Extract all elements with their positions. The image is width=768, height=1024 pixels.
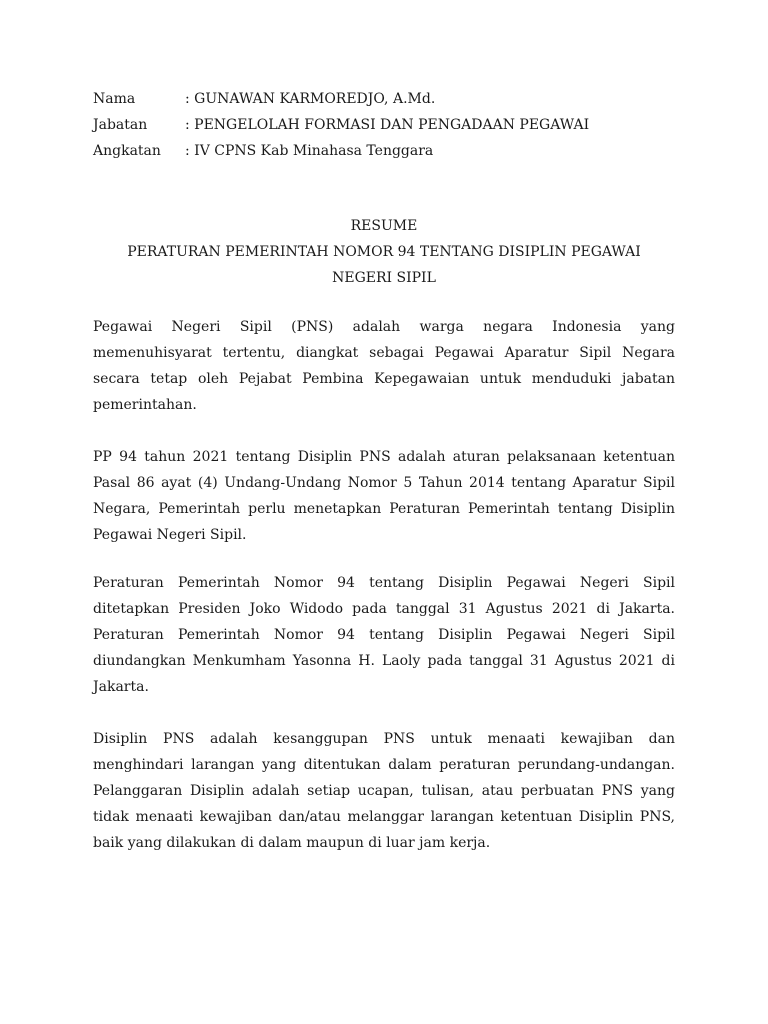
paragraph-pp94-purpose: PP 94 tahun 2021 tentang Disiplin PNS adalah aturan pelaksanaan ketentuan Pasal 86 ayat (4) Undang-Undang Nomor 5 Tahun 2014 tentang Aparatur Sipil Negara, Pemerintah perlu menetapkan Peraturan Pemerintah tentang Disiplin Pegawai Negeri Sipil. — [93, 449, 675, 543]
paragraph-pp94-enactment: Peraturan Pemerintah Nomor 94 tentang Disiplin Pegawai Negeri Sipil ditetapkan Presiden Joko Widodo pada tanggal 31 Agustus 2021 di Jakarta. Peraturan Pemerintah Nomor 94 tentang Disiplin Pegawai Negeri Sipil diundangkan Menkumham Yasonna H. Laoly pada tanggal 31 Agustus 2021 di Jakarta. — [93, 575, 675, 695]
identity-row-nama — [93, 86, 693, 112]
identity-value: : IV CPNS Kab Minahasa Tenggara — [185, 143, 434, 159]
document-title — [93, 213, 675, 291]
title-regulation-line2: NEGERI SIPIL — [332, 270, 436, 286]
identity-value: : GUNAWAN KARMOREDJO, A.Md. — [185, 91, 436, 107]
identity-label: Jabatan — [93, 117, 148, 133]
identity-row-angkatan — [93, 138, 693, 164]
paragraph-pns-definition: Pegawai Negeri Sipil (PNS) adalah warga negara Indonesia yang memenuhisyarat tertentu, diangkat sebagai Pegawai Aparatur Sipil Negara secara tetap oleh Pejabat Pembina Kepegawaian untuk menduduki jabatan pemerintahan. — [93, 319, 675, 413]
identity-block — [93, 86, 693, 164]
identity-row-jabatan — [93, 112, 693, 138]
identity-label: Angkatan — [93, 143, 161, 159]
title-resume: RESUME — [350, 218, 418, 234]
identity-value: : PENGELOLAH FORMASI DAN PENGADAAN PEGAWAI — [185, 117, 590, 133]
paragraph-discipline-definition: Disiplin PNS adalah kesanggupan PNS untuk menaati kewajiban dan menghindari larangan yang ditentukan dalam peraturan perundang-undangan. Pelanggaran Disiplin adalah setiap ucapan, tulisan, atau perbuatan PNS yang tidak menaati kewajiban dan/atau melanggar larangan ketentuan Disiplin PNS, baik yang dilakukan di dalam maupun di luar jam kerja. — [93, 731, 675, 851]
title-regulation-line1: PERATURAN PEMERINTAH NOMOR 94 TENTANG DISIPLIN PEGAWAI — [127, 244, 641, 260]
identity-label: Nama — [93, 91, 136, 107]
